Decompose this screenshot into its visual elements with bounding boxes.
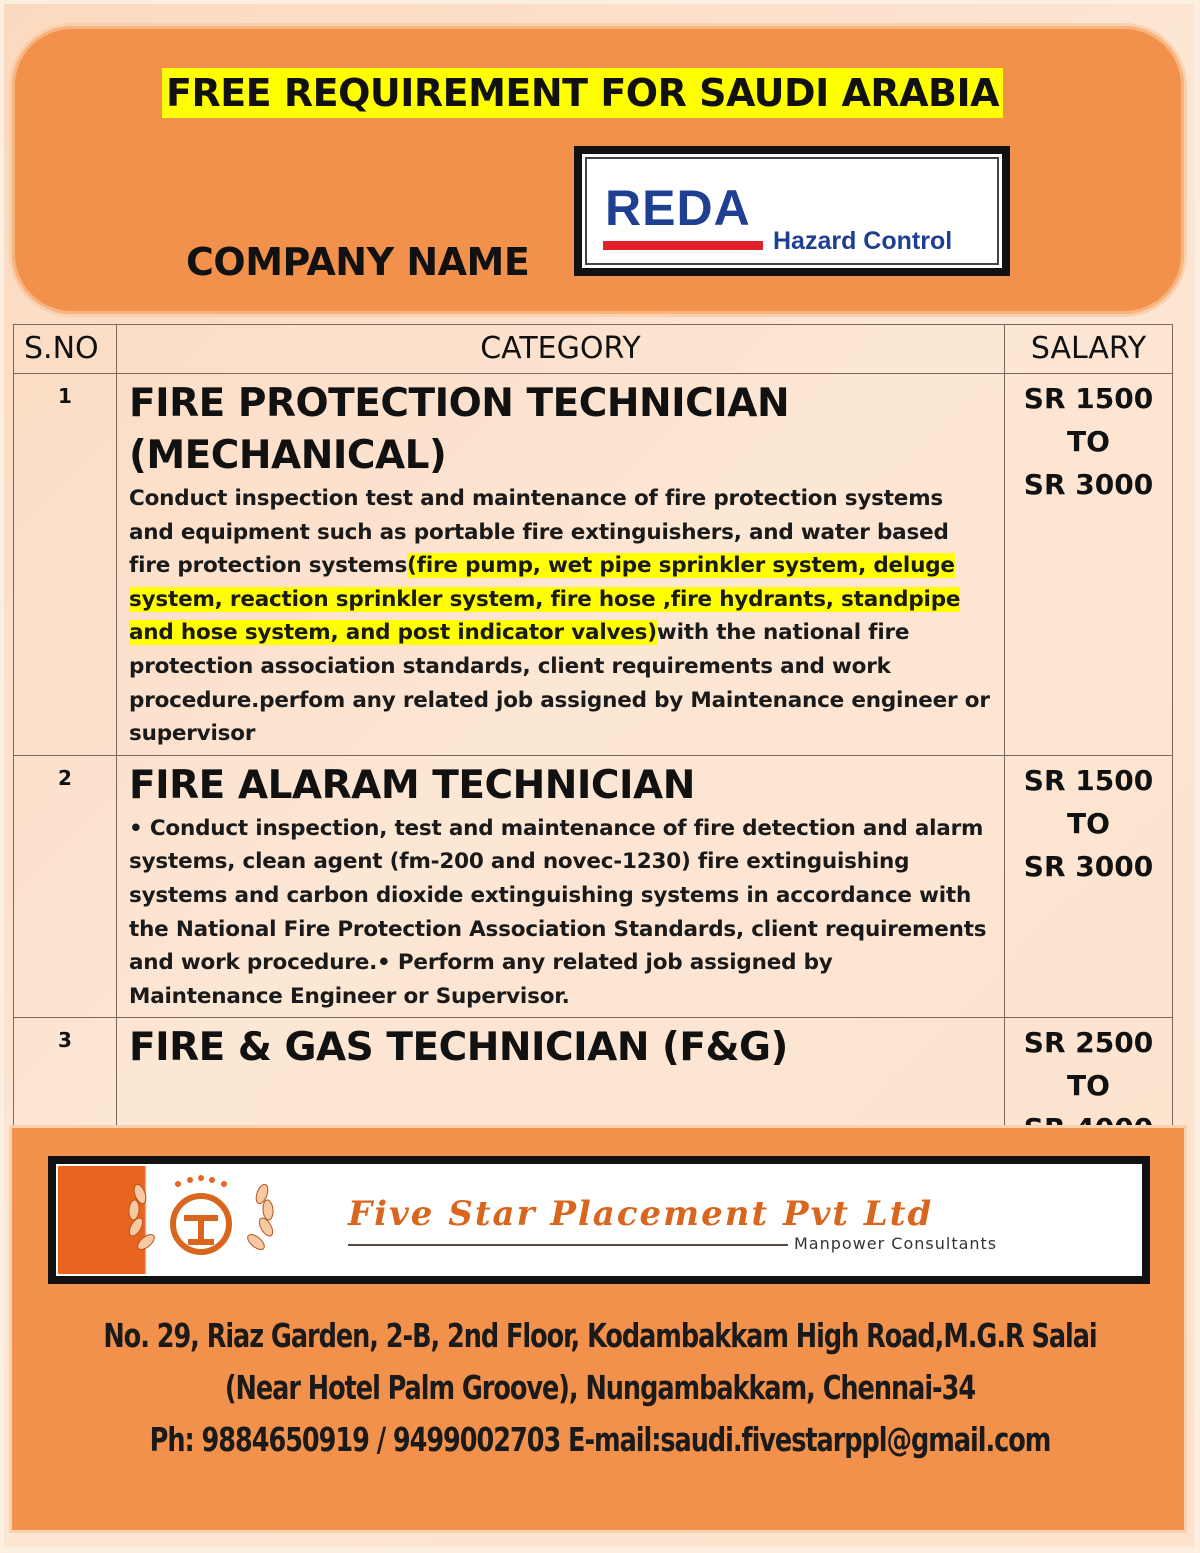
- company-logo-wordmark: REDA: [605, 180, 751, 236]
- salary-from: SR 1500: [1023, 382, 1154, 415]
- salary-from: SR 1500: [1023, 763, 1154, 797]
- agency-tagline: Manpower Consultants: [794, 1234, 998, 1253]
- salary-to-word: TO: [1067, 1069, 1110, 1103]
- job-title: FIRE ALARAM TECHNICIAN: [129, 762, 695, 808]
- category-cell: [117, 374, 1005, 756]
- table-row: [14, 755, 1173, 1018]
- company-name-label: COMPANY NAME: [186, 240, 530, 284]
- salary-to: SR 3000: [1023, 468, 1154, 501]
- laurel-emblem-icon: [106, 1172, 296, 1272]
- page-title: FREE REQUIREMENT FOR SAUDI ARABIA: [162, 68, 1003, 118]
- address-line-2: (Near Hotel Palm Groove), Nungambakkam, Chennai-34: [224, 1368, 976, 1407]
- category-cell: [117, 755, 1005, 1018]
- row-number: 3: [14, 1018, 117, 1151]
- column-header-sno: S.NO: [14, 325, 117, 374]
- jobs-table: [13, 324, 1173, 1151]
- job-description: • Conduct inspection, test and maintenance of fire detection and alarm systems, clean agent (fm-200 and novec-1230) fire extinguishing systems and carbon dioxide extinguishing systems in accordance with the National Fire Protection Association Standards, client requirements and work procedure.• Perform any related job assigned by Maintenance Engineer or Supervisor.: [129, 815, 987, 1009]
- company-logo-underline: [603, 241, 763, 250]
- company-logo-tagline: Hazard Control: [773, 227, 953, 255]
- salary-to-word: TO: [1067, 425, 1110, 458]
- table-header-row: [14, 325, 1173, 374]
- job-title: FIRE PROTECTION TECHNICIAN (MECHANICAL): [129, 381, 790, 478]
- job-description-highlight: (fire pump, wet pipe sprinkler system, deluge system, reaction sprinkler system, fire hose ,fire hydrants, standpipe and hose system, and post indicator valves): [129, 553, 961, 646]
- company-logo: [574, 146, 1010, 276]
- contact-line: Ph: 9884650919 / 9499002703 E-mail:saudi.fivestarppl@gmail.com: [149, 1420, 1051, 1459]
- company-logo-panel: [582, 154, 1002, 268]
- row-number: 2: [14, 755, 117, 1018]
- job-description: [129, 482, 992, 751]
- salary-cell: [1005, 374, 1173, 756]
- agency-logo: [48, 1156, 1150, 1284]
- table-row: [14, 374, 1173, 756]
- address-line-1: No. 29, Riaz Garden, 2-B, 2nd Floor, Kodambakkam High Road,M.G.R Salai: [103, 1316, 1097, 1355]
- row-number: 1: [14, 374, 117, 756]
- salary-to-word: TO: [1067, 806, 1110, 840]
- salary-to: SR 3000: [1023, 849, 1154, 883]
- column-header-salary: SALARY: [1005, 325, 1173, 374]
- agency-divider: [348, 1244, 788, 1246]
- salary-cell: [1005, 755, 1173, 1018]
- job-description-text: with the national fire protection association standards, client requirements and work procedure.perfom any related job assigned by Maintenance engineer or supervisor: [129, 620, 990, 747]
- agency-logo-panel: [56, 1164, 1142, 1276]
- job-description-text: Conduct inspection test and maintenance of fire protection systems and equipment such as portable fire extinguishers, and water based fire protection systems: [129, 486, 949, 579]
- job-title: FIRE & GAS TECHNICIAN (F&G): [129, 1025, 788, 1071]
- column-header-category: CATEGORY: [117, 325, 1005, 374]
- salary-from: SR 2500: [1023, 1026, 1154, 1060]
- agency-name: Five Star Placement Pvt Ltd: [348, 1194, 934, 1234]
